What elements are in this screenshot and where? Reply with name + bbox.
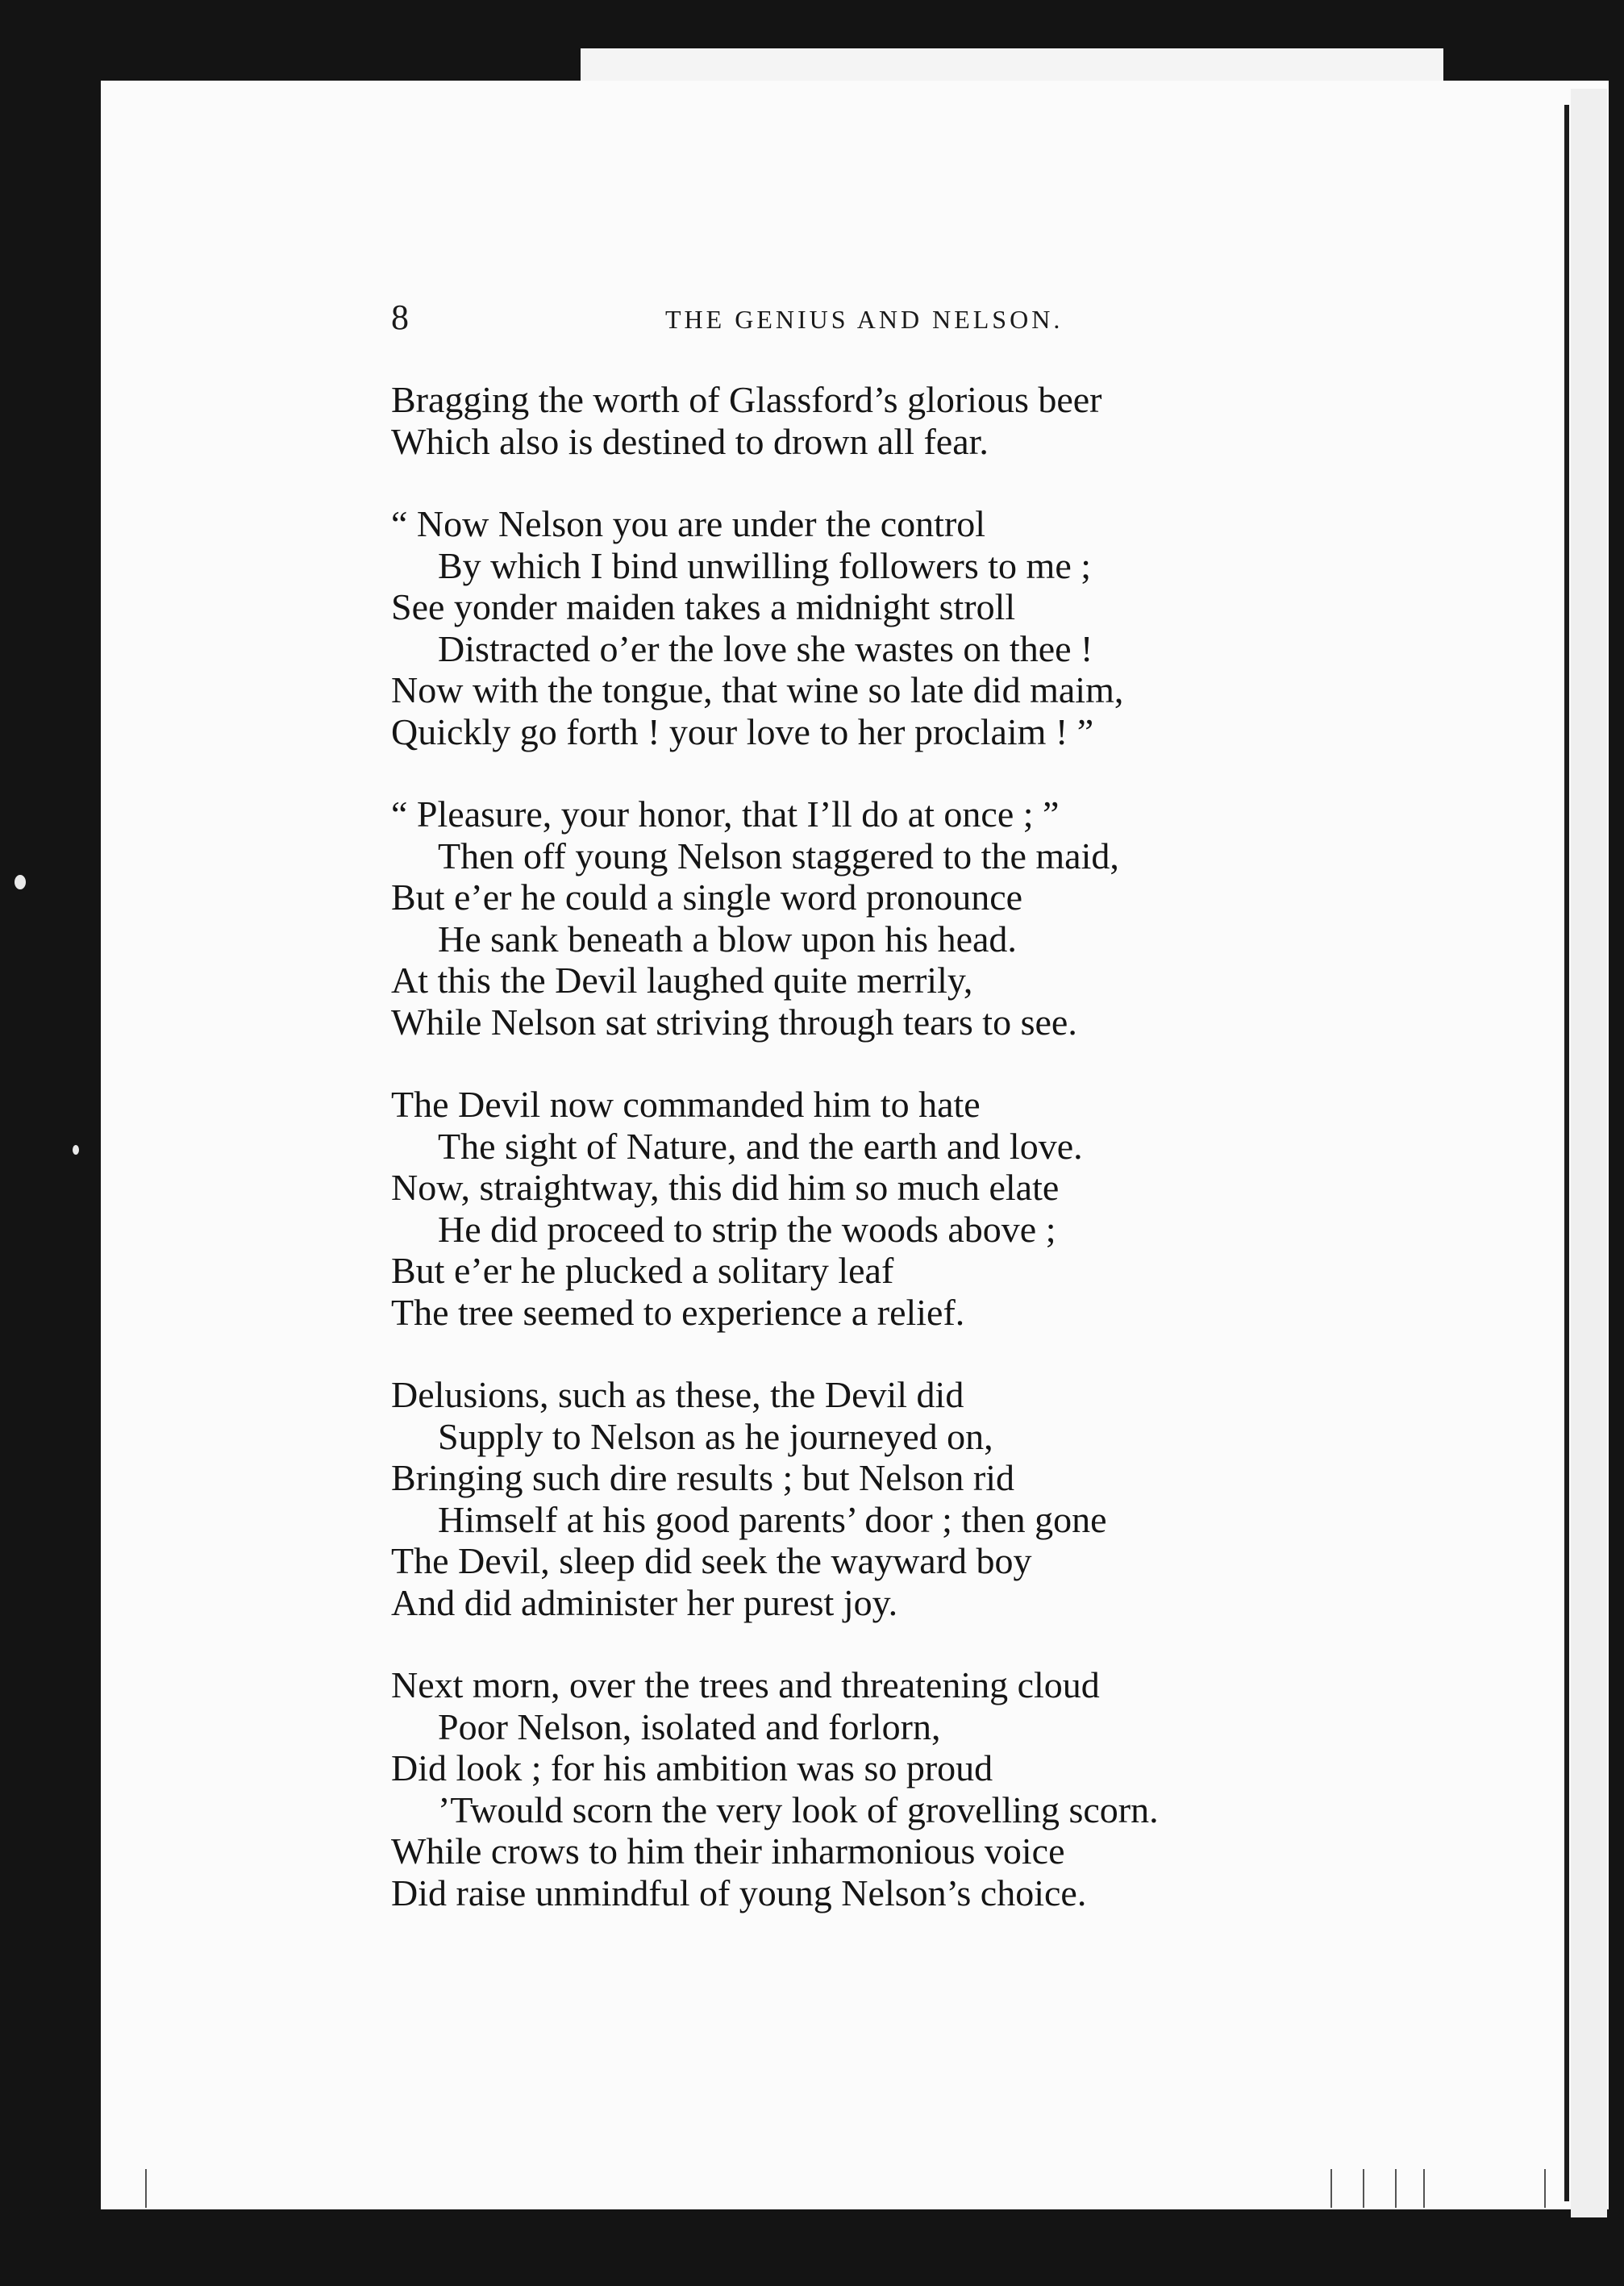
poem-line: Poor Nelson, isolated and forlorn, xyxy=(438,1705,941,1747)
poem-line: He did proceed to strip the woods above ; xyxy=(438,1208,1056,1250)
scan-speck xyxy=(73,1145,79,1155)
poem-line: Now with the tongue, that wine so late did maim, xyxy=(391,669,1124,710)
poem-line: Did raise unmindful of young Nelson’s choice. xyxy=(391,1872,1087,1913)
poem-line: He sank beneath a blow upon his head. xyxy=(438,918,1017,960)
poem-body xyxy=(391,379,1310,1955)
page-edge-tick xyxy=(1395,2169,1397,2208)
poem-line: Bragging the worth of Glassford’s glorious beer xyxy=(391,379,1102,420)
stanza xyxy=(391,1084,1310,1333)
page-header xyxy=(391,297,1302,345)
poem-line: And did administer her purest joy. xyxy=(391,1581,898,1623)
page-edge-tick xyxy=(1330,2169,1332,2208)
running-head: THE GENIUS AND NELSON. xyxy=(665,305,1064,334)
page-edge-tick xyxy=(1544,2169,1546,2208)
stanza xyxy=(391,793,1310,1043)
poem-line: While Nelson sat striving through tears to see. xyxy=(391,1001,1077,1043)
poem-line: But e’er he could a single word pronounce xyxy=(391,877,1023,918)
poem-line: While crows to him their inharmonious voice xyxy=(391,1830,1065,1872)
page-edge-tick xyxy=(1363,2169,1364,2208)
poem-line: Now, straightway, this did him so much elate xyxy=(391,1167,1060,1208)
page-stack-ticks xyxy=(145,2169,1548,2217)
poem-line: Delusions, such as these, the Devil did xyxy=(391,1374,964,1415)
poem-line: By which I bind unwilling followers to me ; xyxy=(438,544,1092,586)
poem-line: The Devil now commanded him to hate xyxy=(391,1084,981,1125)
page-gutter xyxy=(1564,105,1569,2201)
adjacent-page-edge xyxy=(1571,89,1607,2217)
scan-speck xyxy=(15,875,26,889)
page-number: 8 xyxy=(391,298,409,337)
stanza xyxy=(391,1664,1310,1913)
stanza xyxy=(391,1374,1310,1623)
poem-line: Distracted o’er the love she wastes on thee ! xyxy=(438,627,1093,669)
poem-line: But e’er he plucked a solitary leaf xyxy=(391,1250,894,1291)
poem-line: “ Pleasure, your honor, that I’ll do at once ; ” xyxy=(391,793,1060,835)
page-edge-tick xyxy=(1423,2169,1425,2208)
poem-line: The sight of Nature, and the earth and love. xyxy=(438,1125,1083,1167)
poem-line: Did look ; for his ambition was so proud xyxy=(391,1747,993,1788)
poem-line: Next morn, over the trees and threatening cloud xyxy=(391,1664,1100,1705)
poem-line: See yonder maiden takes a midnight stroll xyxy=(391,586,1016,627)
poem-line: Quickly go forth ! your love to her proclaim ! ” xyxy=(391,710,1094,752)
poem-line: The tree seemed to experience a relief. xyxy=(391,1291,965,1333)
poem-line: “ Now Nelson you are under the control xyxy=(391,503,986,544)
poem-line: ’Twould scorn the very look of grovelling scorn. xyxy=(438,1788,1159,1830)
poem-line: Himself at his good parents’ door ; then gone xyxy=(438,1498,1107,1540)
poem-line: Then off young Nelson staggered to the maid, xyxy=(438,835,1119,877)
poem-line: Bringing such dire results ; but Nelson rid xyxy=(391,1457,1014,1498)
poem-line: At this the Devil laughed quite merrily, xyxy=(391,960,973,1001)
poem-line: Which also is destined to drown all fear. xyxy=(391,420,989,462)
poem-line: The Devil, sleep did seek the wayward boy xyxy=(391,1540,1032,1581)
page-edge-tick xyxy=(145,2169,147,2208)
stanza xyxy=(391,503,1310,752)
poem-line: Supply to Nelson as he journeyed on, xyxy=(438,1415,993,1457)
stanza xyxy=(391,379,1310,462)
